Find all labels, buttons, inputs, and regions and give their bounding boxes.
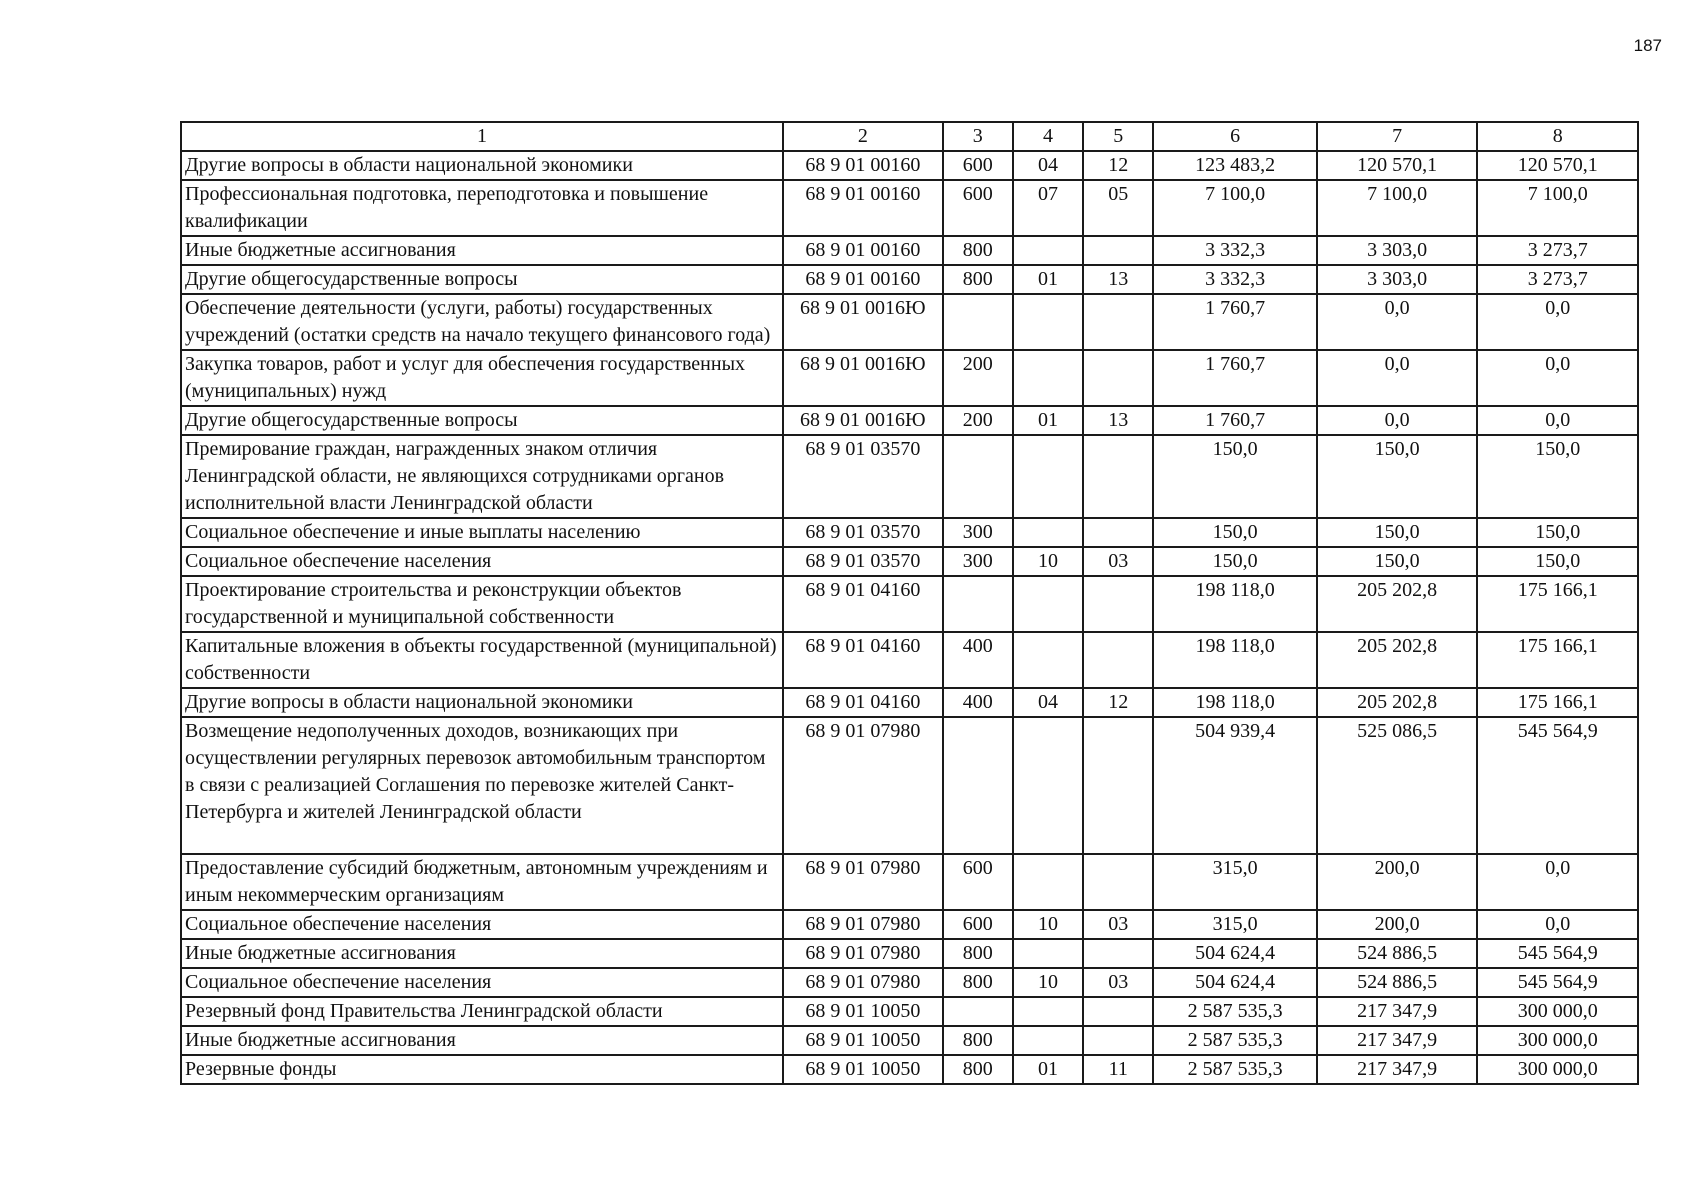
section-cell xyxy=(1013,518,1083,547)
row-name-cell: Социальное обеспечение населения xyxy=(181,968,783,997)
amount-year-2-cell: 524 886,5 xyxy=(1317,939,1478,968)
subsection-cell xyxy=(1083,435,1153,518)
section-cell xyxy=(1013,435,1083,518)
amount-year-3-cell: 7 100,0 xyxy=(1477,180,1638,236)
section-cell: 07 xyxy=(1013,180,1083,236)
amount-year-1-cell: 504 624,4 xyxy=(1153,939,1317,968)
target-article-cell: 68 9 01 03570 xyxy=(783,518,943,547)
expense-type-cell xyxy=(943,717,1013,854)
amount-year-3-cell: 175 166,1 xyxy=(1477,632,1638,688)
section-cell: 01 xyxy=(1013,265,1083,294)
expense-type-cell xyxy=(943,997,1013,1026)
amount-year-2-cell: 0,0 xyxy=(1317,350,1478,406)
amount-year-3-cell: 150,0 xyxy=(1477,547,1638,576)
target-article-cell: 68 9 01 07980 xyxy=(783,717,943,854)
row-name-cell: Социальное обеспечение населения xyxy=(181,910,783,939)
table-row xyxy=(181,265,1638,294)
section-cell: 01 xyxy=(1013,406,1083,435)
subsection-cell xyxy=(1083,939,1153,968)
expense-type-cell: 400 xyxy=(943,688,1013,717)
subsection-cell xyxy=(1083,1026,1153,1055)
expense-type-cell: 400 xyxy=(943,632,1013,688)
section-cell xyxy=(1013,576,1083,632)
table-row xyxy=(181,1055,1638,1084)
amount-year-2-cell: 217 347,9 xyxy=(1317,997,1478,1026)
target-article-cell: 68 9 01 10050 xyxy=(783,1055,943,1084)
subsection-cell: 05 xyxy=(1083,180,1153,236)
amount-year-3-cell: 545 564,9 xyxy=(1477,939,1638,968)
section-cell xyxy=(1013,236,1083,265)
amount-year-1-cell: 3 332,3 xyxy=(1153,236,1317,265)
section-cell xyxy=(1013,294,1083,350)
target-article-cell: 68 9 01 00160 xyxy=(783,151,943,180)
subsection-cell: 13 xyxy=(1083,265,1153,294)
target-article-cell: 68 9 01 07980 xyxy=(783,854,943,910)
amount-year-3-cell: 545 564,9 xyxy=(1477,968,1638,997)
subsection-cell xyxy=(1083,576,1153,632)
amount-year-2-cell: 200,0 xyxy=(1317,854,1478,910)
page-number: 187 xyxy=(1633,36,1662,55)
expense-type-cell: 800 xyxy=(943,939,1013,968)
subsection-cell: 13 xyxy=(1083,406,1153,435)
expense-type-cell: 600 xyxy=(943,910,1013,939)
amount-year-3-cell: 300 000,0 xyxy=(1477,1055,1638,1084)
amount-year-3-cell: 300 000,0 xyxy=(1477,997,1638,1026)
table-row xyxy=(181,576,1638,632)
target-article-cell: 68 9 01 10050 xyxy=(783,1026,943,1055)
amount-year-1-cell: 150,0 xyxy=(1153,547,1317,576)
header-cell: 5 xyxy=(1083,122,1153,151)
amount-year-3-cell: 150,0 xyxy=(1477,435,1638,518)
target-article-cell: 68 9 01 04160 xyxy=(783,688,943,717)
header-cell: 4 xyxy=(1013,122,1083,151)
amount-year-2-cell: 7 100,0 xyxy=(1317,180,1478,236)
target-article-cell: 68 9 01 0016Ю xyxy=(783,294,943,350)
header-cell: 6 xyxy=(1153,122,1317,151)
amount-year-2-cell: 200,0 xyxy=(1317,910,1478,939)
amount-year-3-cell: 0,0 xyxy=(1477,854,1638,910)
header-cell: 2 xyxy=(783,122,943,151)
expense-type-cell xyxy=(943,294,1013,350)
amount-year-1-cell: 123 483,2 xyxy=(1153,151,1317,180)
target-article-cell: 68 9 01 00160 xyxy=(783,236,943,265)
amount-year-3-cell: 175 166,1 xyxy=(1477,576,1638,632)
header-cell: 3 xyxy=(943,122,1013,151)
expense-type-cell: 200 xyxy=(943,406,1013,435)
amount-year-3-cell: 300 000,0 xyxy=(1477,1026,1638,1055)
target-article-cell: 68 9 01 03570 xyxy=(783,435,943,518)
table-body xyxy=(181,151,1638,1084)
expense-type-cell: 800 xyxy=(943,1026,1013,1055)
amount-year-3-cell: 0,0 xyxy=(1477,910,1638,939)
amount-year-1-cell: 315,0 xyxy=(1153,854,1317,910)
table-row xyxy=(181,910,1638,939)
amount-year-1-cell: 504 939,4 xyxy=(1153,717,1317,854)
row-name-cell: Проектирование строительства и реконструкции объектов государственной и муниципальной собственности xyxy=(181,576,783,632)
subsection-cell xyxy=(1083,854,1153,910)
amount-year-1-cell: 150,0 xyxy=(1153,518,1317,547)
table-row xyxy=(181,854,1638,910)
row-name-cell: Предоставление субсидий бюджетным, автономным учреждениям и иным некоммерческим организациям xyxy=(181,854,783,910)
expense-type-cell xyxy=(943,435,1013,518)
row-name-cell: Иные бюджетные ассигнования xyxy=(181,1026,783,1055)
subsection-cell xyxy=(1083,294,1153,350)
amount-year-3-cell: 175 166,1 xyxy=(1477,688,1638,717)
target-article-cell: 68 9 01 04160 xyxy=(783,576,943,632)
amount-year-2-cell: 217 347,9 xyxy=(1317,1055,1478,1084)
table-row xyxy=(181,717,1638,854)
row-name-cell: Закупка товаров, работ и услуг для обеспечения государственных (муниципальных) нужд xyxy=(181,350,783,406)
section-cell xyxy=(1013,997,1083,1026)
budget-table xyxy=(180,121,1639,1085)
expense-type-cell: 800 xyxy=(943,968,1013,997)
subsection-cell xyxy=(1083,717,1153,854)
row-name-cell: Иные бюджетные ассигнования xyxy=(181,939,783,968)
amount-year-2-cell: 205 202,8 xyxy=(1317,632,1478,688)
table-row xyxy=(181,151,1638,180)
subsection-cell xyxy=(1083,518,1153,547)
table-row xyxy=(181,294,1638,350)
target-article-cell: 68 9 01 00160 xyxy=(783,180,943,236)
target-article-cell: 68 9 01 0016Ю xyxy=(783,406,943,435)
amount-year-3-cell: 150,0 xyxy=(1477,518,1638,547)
section-cell: 10 xyxy=(1013,910,1083,939)
section-cell xyxy=(1013,717,1083,854)
table-row xyxy=(181,997,1638,1026)
amount-year-2-cell: 150,0 xyxy=(1317,518,1478,547)
amount-year-2-cell: 524 886,5 xyxy=(1317,968,1478,997)
table-row xyxy=(181,939,1638,968)
expense-type-cell: 600 xyxy=(943,151,1013,180)
row-name-cell: Социальное обеспечение и иные выплаты населению xyxy=(181,518,783,547)
row-name-cell: Иные бюджетные ассигнования xyxy=(181,236,783,265)
amount-year-3-cell: 3 273,7 xyxy=(1477,265,1638,294)
target-article-cell: 68 9 01 00160 xyxy=(783,265,943,294)
target-article-cell: 68 9 01 07980 xyxy=(783,910,943,939)
target-article-cell: 68 9 01 0016Ю xyxy=(783,350,943,406)
section-cell xyxy=(1013,939,1083,968)
target-article-cell: 68 9 01 03570 xyxy=(783,547,943,576)
row-name-cell: Другие общегосударственные вопросы xyxy=(181,406,783,435)
amount-year-2-cell: 205 202,8 xyxy=(1317,576,1478,632)
expense-type-cell: 800 xyxy=(943,1055,1013,1084)
table-row xyxy=(181,350,1638,406)
amount-year-2-cell: 3 303,0 xyxy=(1317,265,1478,294)
amount-year-3-cell: 545 564,9 xyxy=(1477,717,1638,854)
amount-year-1-cell: 198 118,0 xyxy=(1153,632,1317,688)
section-cell: 04 xyxy=(1013,151,1083,180)
amount-year-3-cell: 0,0 xyxy=(1477,294,1638,350)
amount-year-2-cell: 120 570,1 xyxy=(1317,151,1478,180)
target-article-cell: 68 9 01 07980 xyxy=(783,968,943,997)
amount-year-1-cell: 315,0 xyxy=(1153,910,1317,939)
amount-year-1-cell: 7 100,0 xyxy=(1153,180,1317,236)
header-cell: 8 xyxy=(1477,122,1638,151)
amount-year-1-cell: 1 760,7 xyxy=(1153,294,1317,350)
row-name-cell: Обеспечение деятельности (услуги, работы) государственных учреждений (остатки средств на начало текущего финансового года) xyxy=(181,294,783,350)
amount-year-2-cell: 205 202,8 xyxy=(1317,688,1478,717)
expense-type-cell: 200 xyxy=(943,350,1013,406)
amount-year-3-cell: 3 273,7 xyxy=(1477,236,1638,265)
amount-year-1-cell: 1 760,7 xyxy=(1153,406,1317,435)
section-cell xyxy=(1013,350,1083,406)
target-article-cell: 68 9 01 07980 xyxy=(783,939,943,968)
section-cell: 10 xyxy=(1013,968,1083,997)
expense-type-cell: 800 xyxy=(943,265,1013,294)
section-cell: 04 xyxy=(1013,688,1083,717)
subsection-cell xyxy=(1083,350,1153,406)
amount-year-1-cell: 504 624,4 xyxy=(1153,968,1317,997)
amount-year-1-cell: 2 587 535,3 xyxy=(1153,1026,1317,1055)
table-row xyxy=(181,688,1638,717)
subsection-cell xyxy=(1083,997,1153,1026)
amount-year-3-cell: 0,0 xyxy=(1477,350,1638,406)
table-row xyxy=(181,435,1638,518)
amount-year-2-cell: 525 086,5 xyxy=(1317,717,1478,854)
expense-type-cell xyxy=(943,576,1013,632)
amount-year-2-cell: 0,0 xyxy=(1317,406,1478,435)
subsection-cell: 03 xyxy=(1083,968,1153,997)
header-row xyxy=(181,122,1638,151)
row-name-cell: Другие вопросы в области национальной экономики xyxy=(181,151,783,180)
amount-year-1-cell: 198 118,0 xyxy=(1153,576,1317,632)
header-cell: 7 xyxy=(1317,122,1478,151)
table-row xyxy=(181,1026,1638,1055)
table-row xyxy=(181,632,1638,688)
table-row xyxy=(181,180,1638,236)
table-row xyxy=(181,236,1638,265)
row-name-cell: Капитальные вложения в объекты государственной (муниципальной) собственности xyxy=(181,632,783,688)
section-cell: 01 xyxy=(1013,1055,1083,1084)
row-name-cell: Резервный фонд Правительства Ленинградской области xyxy=(181,997,783,1026)
amount-year-1-cell: 3 332,3 xyxy=(1153,265,1317,294)
amount-year-2-cell: 217 347,9 xyxy=(1317,1026,1478,1055)
subsection-cell: 12 xyxy=(1083,688,1153,717)
section-cell: 10 xyxy=(1013,547,1083,576)
row-name-cell: Другие вопросы в области национальной экономики xyxy=(181,688,783,717)
section-cell xyxy=(1013,1026,1083,1055)
subsection-cell xyxy=(1083,236,1153,265)
row-name-cell: Другие общегосударственные вопросы xyxy=(181,265,783,294)
expense-type-cell: 800 xyxy=(943,236,1013,265)
row-name-text: Возмещение недополученных доходов, возникающих при осуществлении регулярных перевозок автомобильным транспортом в связи с реализацией Соглашения по перевозке жителей Санкт-Петербурга и жителей Ленинградской области xyxy=(185,720,766,823)
amount-year-1-cell: 1 760,7 xyxy=(1153,350,1317,406)
table-row xyxy=(181,547,1638,576)
table-row xyxy=(181,406,1638,435)
amount-year-1-cell: 198 118,0 xyxy=(1153,688,1317,717)
section-cell xyxy=(1013,632,1083,688)
row-name-cell: Премирование граждан, награжденных знаком отличия Ленинградской области, не являющихся сотрудниками органов исполнительной власти Ленинградской области xyxy=(181,435,783,518)
blank-space xyxy=(185,826,779,853)
header-cell: 1 xyxy=(181,122,783,151)
row-name-cell: Резервные фонды xyxy=(181,1055,783,1084)
expense-type-cell: 300 xyxy=(943,518,1013,547)
amount-year-2-cell: 3 303,0 xyxy=(1317,236,1478,265)
amount-year-1-cell: 2 587 535,3 xyxy=(1153,997,1317,1026)
expense-type-cell: 300 xyxy=(943,547,1013,576)
amount-year-2-cell: 150,0 xyxy=(1317,435,1478,518)
row-name-cell xyxy=(181,717,783,854)
table-row xyxy=(181,968,1638,997)
subsection-cell xyxy=(1083,632,1153,688)
amount-year-2-cell: 150,0 xyxy=(1317,547,1478,576)
amount-year-1-cell: 2 587 535,3 xyxy=(1153,1055,1317,1084)
expense-type-cell: 600 xyxy=(943,854,1013,910)
subsection-cell: 03 xyxy=(1083,910,1153,939)
subsection-cell: 12 xyxy=(1083,151,1153,180)
row-name-cell: Профессиональная подготовка, переподготовка и повышение квалификации xyxy=(181,180,783,236)
section-cell xyxy=(1013,854,1083,910)
amount-year-1-cell: 150,0 xyxy=(1153,435,1317,518)
amount-year-3-cell: 120 570,1 xyxy=(1477,151,1638,180)
row-name-cell: Социальное обеспечение населения xyxy=(181,547,783,576)
expense-type-cell: 600 xyxy=(943,180,1013,236)
subsection-cell: 03 xyxy=(1083,547,1153,576)
target-article-cell: 68 9 01 04160 xyxy=(783,632,943,688)
subsection-cell: 11 xyxy=(1083,1055,1153,1084)
amount-year-3-cell: 0,0 xyxy=(1477,406,1638,435)
target-article-cell: 68 9 01 10050 xyxy=(783,997,943,1026)
amount-year-2-cell: 0,0 xyxy=(1317,294,1478,350)
table-row xyxy=(181,518,1638,547)
